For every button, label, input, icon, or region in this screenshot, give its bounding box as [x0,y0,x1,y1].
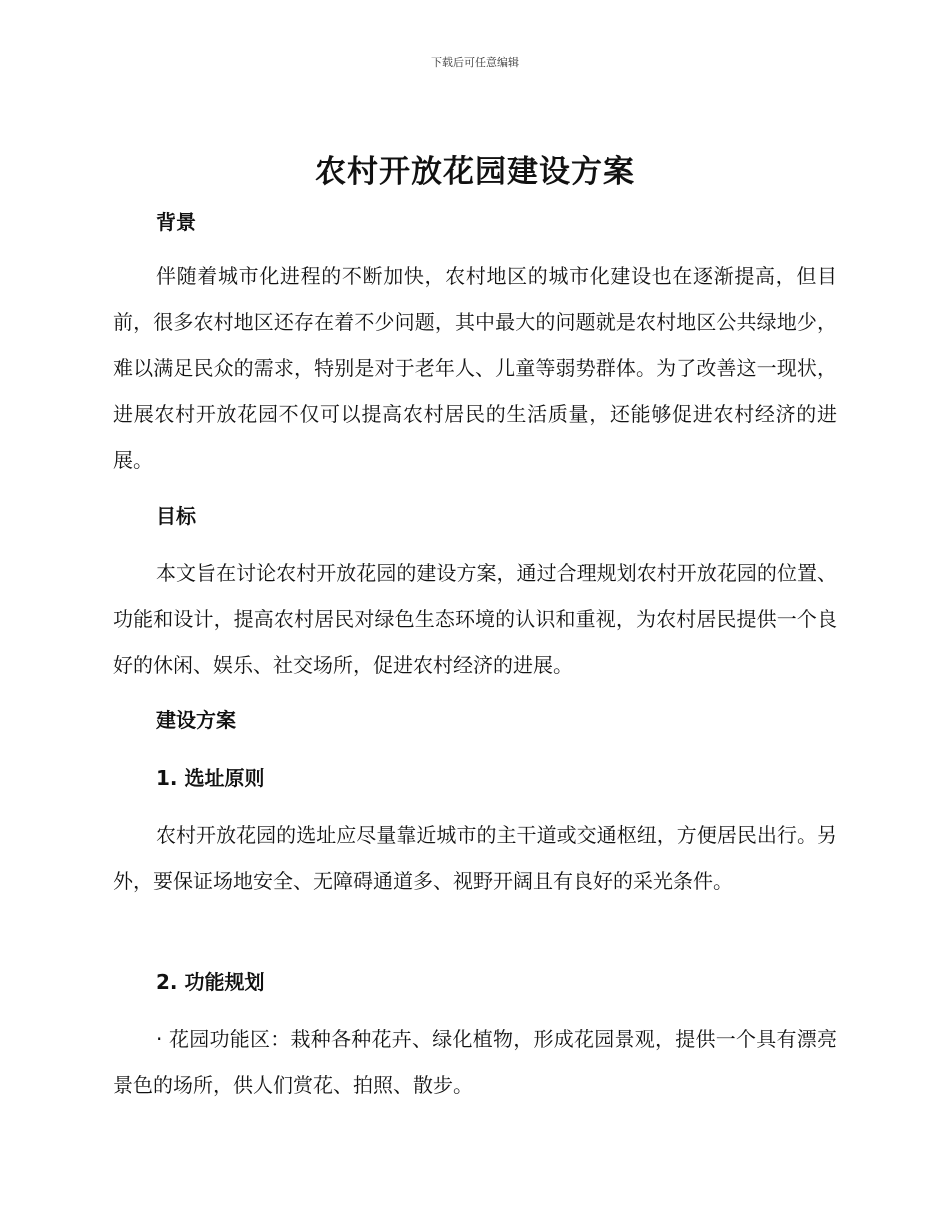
paragraph-goal: 本文旨在讨论农村开放花园的建设方案，通过合理规划农村开放花园的位置、功能和设计，提高农村居民对绿色生态环境的认识和重视，为农村居民提供一个良好的休闲、娱乐、社交场所，促进农村经济的进展。 [113,561,837,677]
list-item-garden-function: · 花园功能区：栽种各种花卉、绿化植物，形成花园景观，提供一个具有漂亮景色的场所，供人们赏花、拍照、散步。 [113,1027,837,1097]
section-heading-plan: 建设方案 [156,708,236,732]
section-heading-goal: 目标 [156,504,196,528]
header-note: 下载后可任意编辑 [431,56,519,69]
paragraph-background: 伴随着城市化进程的不断加快，农村地区的城市化建设也在逐渐提高，但目前，很多农村地区还存在着不少问题，其中最大的问题就是农村地区公共绿地少，难以满足民众的需求，特别是对于老年人、儿童等弱势群体。为了改善这一现状，进展农村开放花园不仅可以提高农村居民的生活质量，还能够促进农村经济的进展。 [113,264,837,472]
paragraph-site: 农村开放花园的选址应尽量靠近城市的主干道或交通枢纽，方便居民出行。另外，要保证场地安全、无障碍通道多、视野开阔且有良好的采光条件。 [113,823,837,893]
subsection-heading-site: 1. 选址原则 [156,766,265,790]
document-title: 农村开放花园建设方案 [315,154,635,190]
section-heading-background: 背景 [156,210,196,234]
subsection-heading-function: 2. 功能规划 [156,970,265,994]
